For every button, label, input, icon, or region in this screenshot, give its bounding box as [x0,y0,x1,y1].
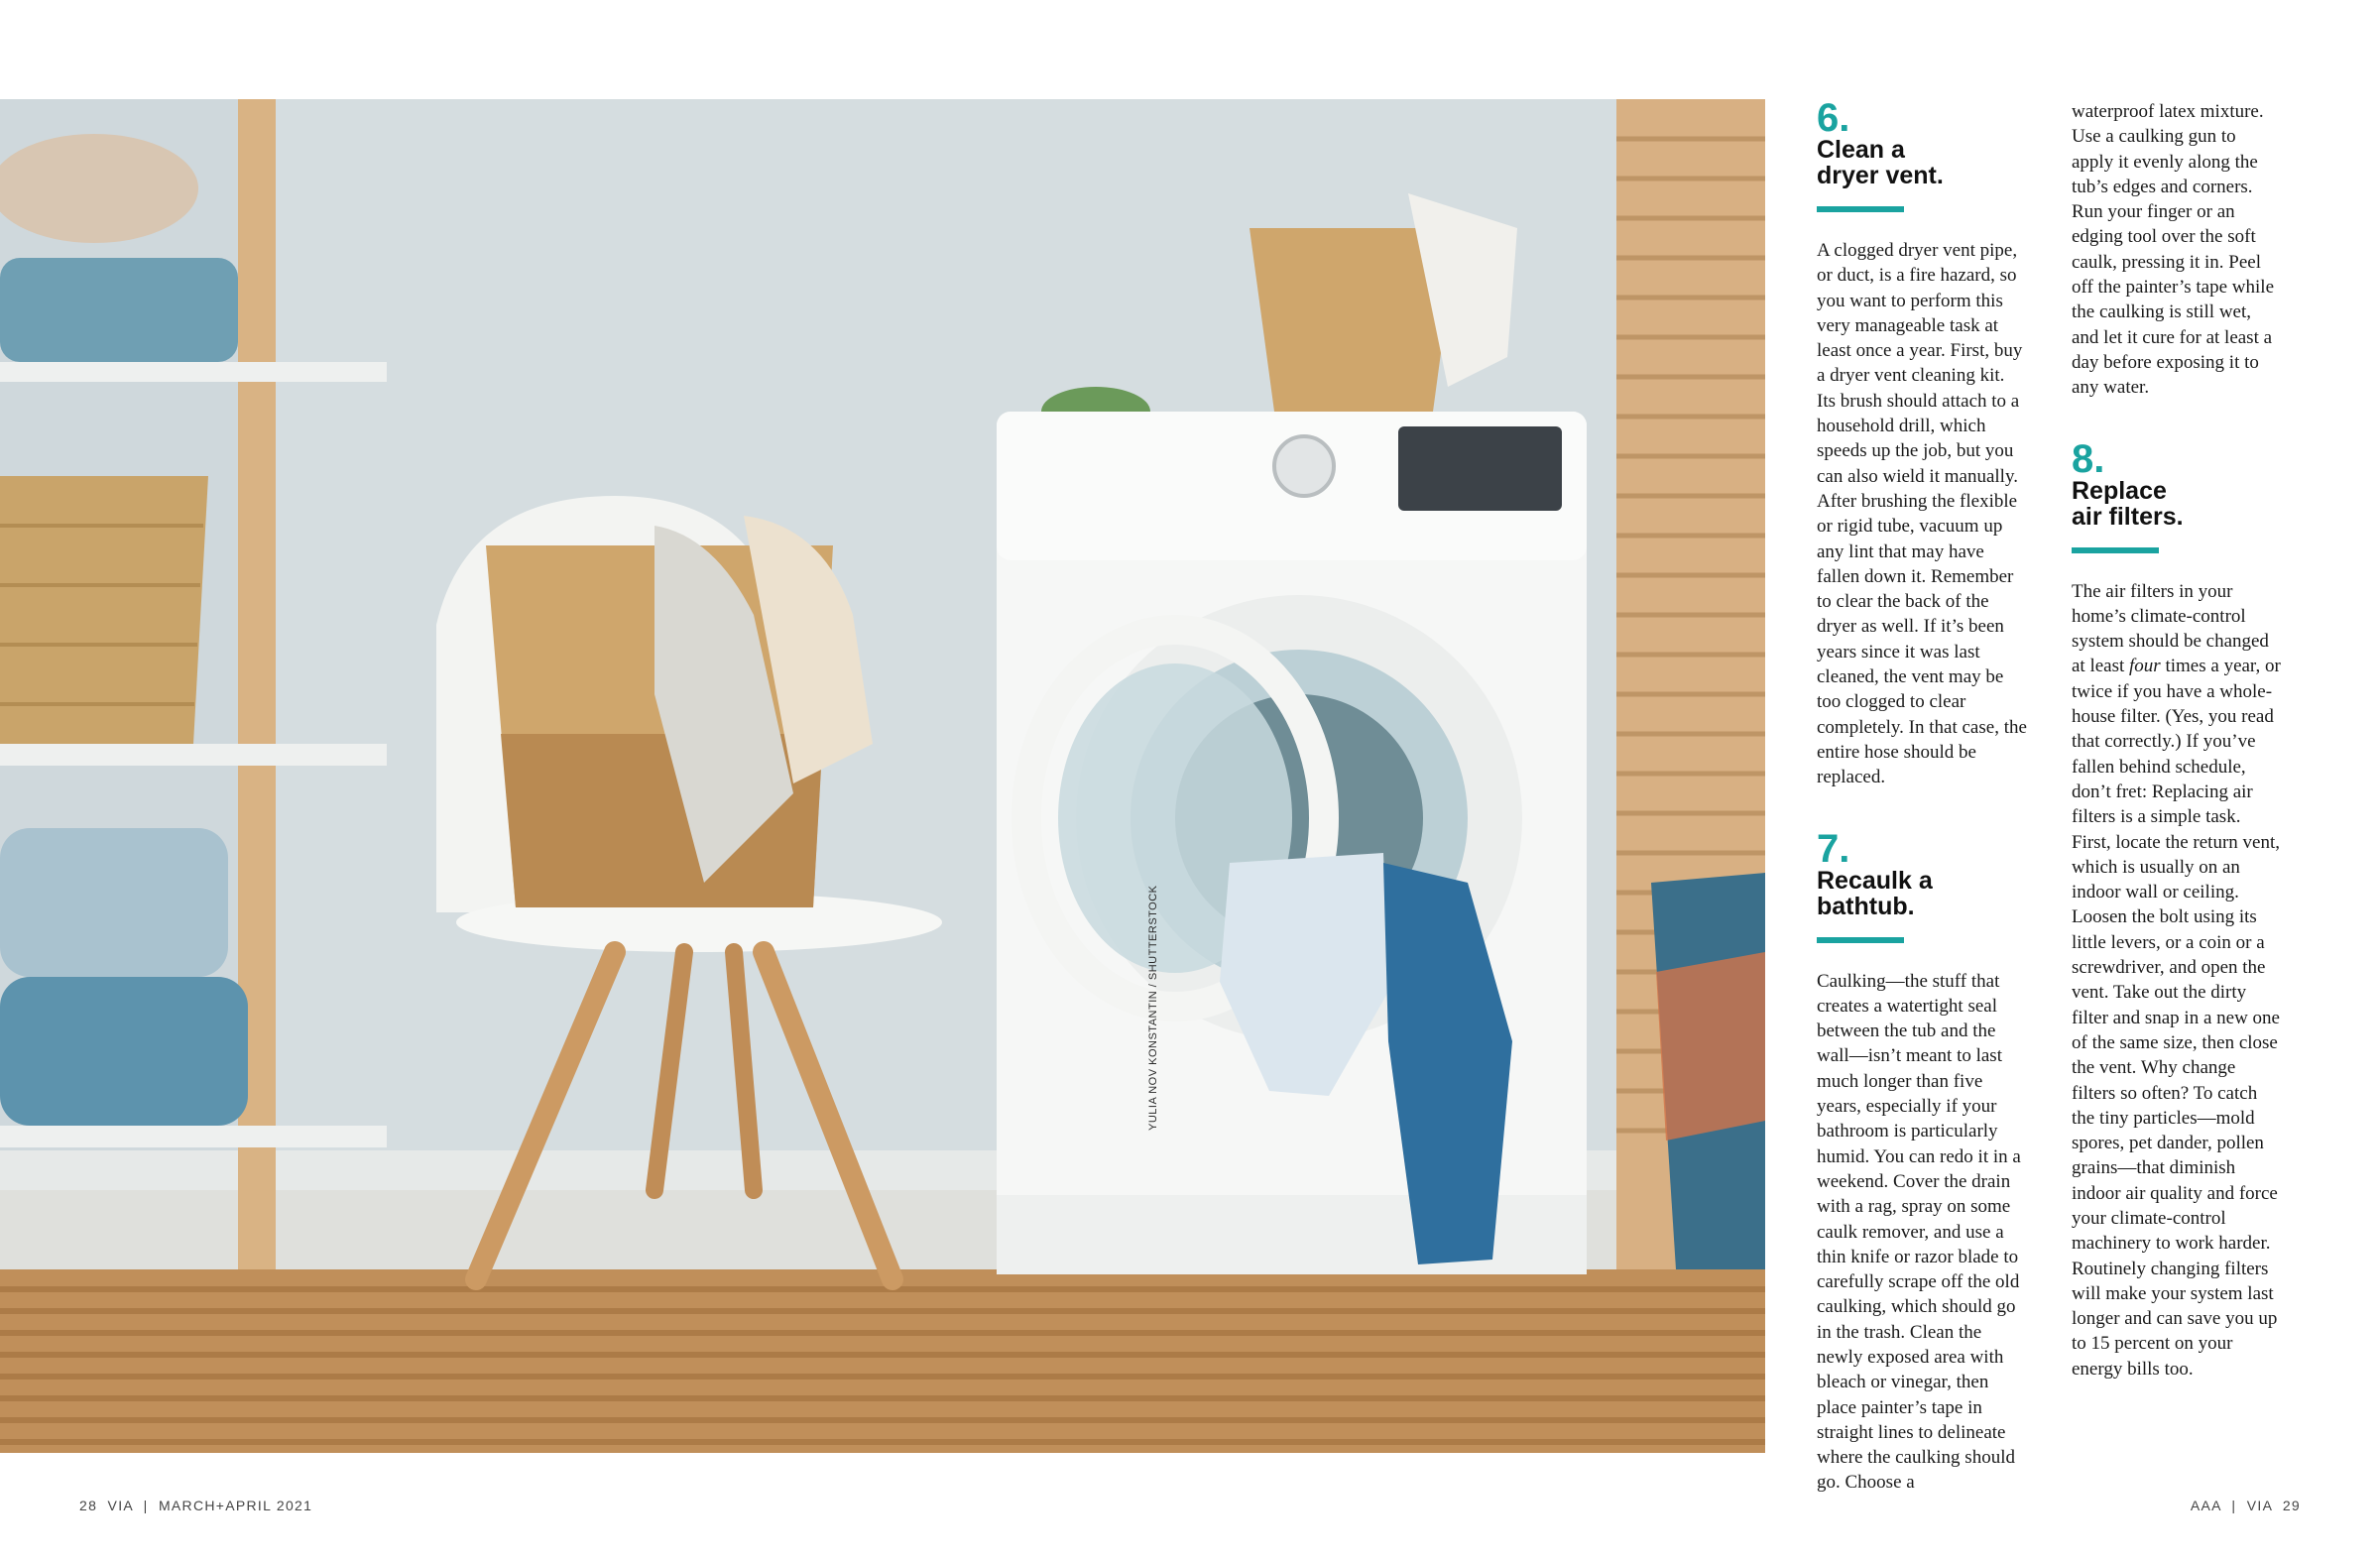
section-number: 6. [1817,96,1850,140]
section-clean-dryer-vent [1817,96,2027,790]
section-body [2072,579,2282,1382]
section-title-line1: Replace [2072,476,2167,505]
folio-left: 28 VIA | MARCH+APRIL 2021 [79,1498,313,1513]
teal-rule [1817,937,1904,943]
section-body-continued: waterproof latex mixture. Use a caulking gun to apply it evenly along the tub’s edges and corners. Run your finger or an edging tool over the soft caulk, pressing it in. Peel off the painter’s tape while the caulking is still wet, and let it cure for at least a day before exposing it to any water. [2072,101,2275,399]
section-recaulk-bathtub [1817,826,2027,1496]
body-text-emphasis: four [2129,656,2161,677]
section-title-line2: dryer vent. [1817,162,1944,189]
laundry-room-photo [0,99,1765,1453]
body-text-pre: The air filters in your home’s climate-control system should be changed at least [2072,580,2269,677]
photo-illustration [0,99,1765,1453]
section-number: 8. [2072,436,2105,481]
section-number: 7. [1817,826,1850,871]
section-replace-air-filters [2072,436,2282,1382]
body-text-post: times a year, or twice if you have a whole-house filter. (Yes, you read that correctly.) If you’ve fallen behind schedule, don’t fret: Replacing air filters is a simple task. First, locate the return vent, which is usually on an indoor wall or ceiling. Loosen the bolt using its little levers, or a coin or a screwdriver, and open the vent. Take out the dirty filter and snap in a new one of the same size, then close the vent. Why change filters so often? To catch the tiny particles—mold spores, pet dander, pollen grains—that diminish indoor air quality and force your climate-control machinery to work harder. Routinely changing filters will make your system last longer and can save you up to 15 percent on your energy bills too. [2072,656,2281,1380]
folio-right: AAA | VIA 29 [2190,1498,2301,1513]
teal-rule [1817,206,1904,212]
text-column-right [2072,99,2282,1421]
text-column-left [1817,96,2027,1535]
photo-credit: YULIA NOV KONSTANTIN / SHUTTERSTOCK [1147,885,1159,1131]
section-title-line2: bathtub. [1817,892,1915,920]
section-title-line1: Recaulk a [1817,866,1933,895]
section-title-line2: air filters. [2072,502,2184,531]
section-title-line1: Clean a [1817,136,1905,164]
section-recaulk-continued [2072,99,2282,401]
section-body: Caulking—the stuff that creates a watertight seal between the tub and the wall—isn’t meant to last much longer than five years, especially if your bathroom is particularly humid. You can redo it in a weekend. Cover the drain with a rag, spray on some caulk remover, and use a thin knife or razor blade to carefully scrape off the old caulking, which should go in the trash. Clean the newly exposed area with bleach or vinegar, then place painter’s tape in straight lines to delineate where the caulking should go. Choose a [1817,970,2021,1494]
section-body: A clogged dryer vent pipe, or duct, is a fire hazard, so you want to perform this very manageable task at least once a year. First, buy a dryer vent cleaning kit. Its brush should attach to a household drill, which speeds up the job, but you can also wield it manually. After brushing the flexible or rigid tube, vacuum up any lint that may have fallen down it. Remember to clear the back of the dryer as well. If it’s been years since it was last cleaned, the vent may be too clogged to clear completely. In that case, the entire hose should be replaced. [1817,240,2027,788]
teal-rule [2072,547,2159,553]
